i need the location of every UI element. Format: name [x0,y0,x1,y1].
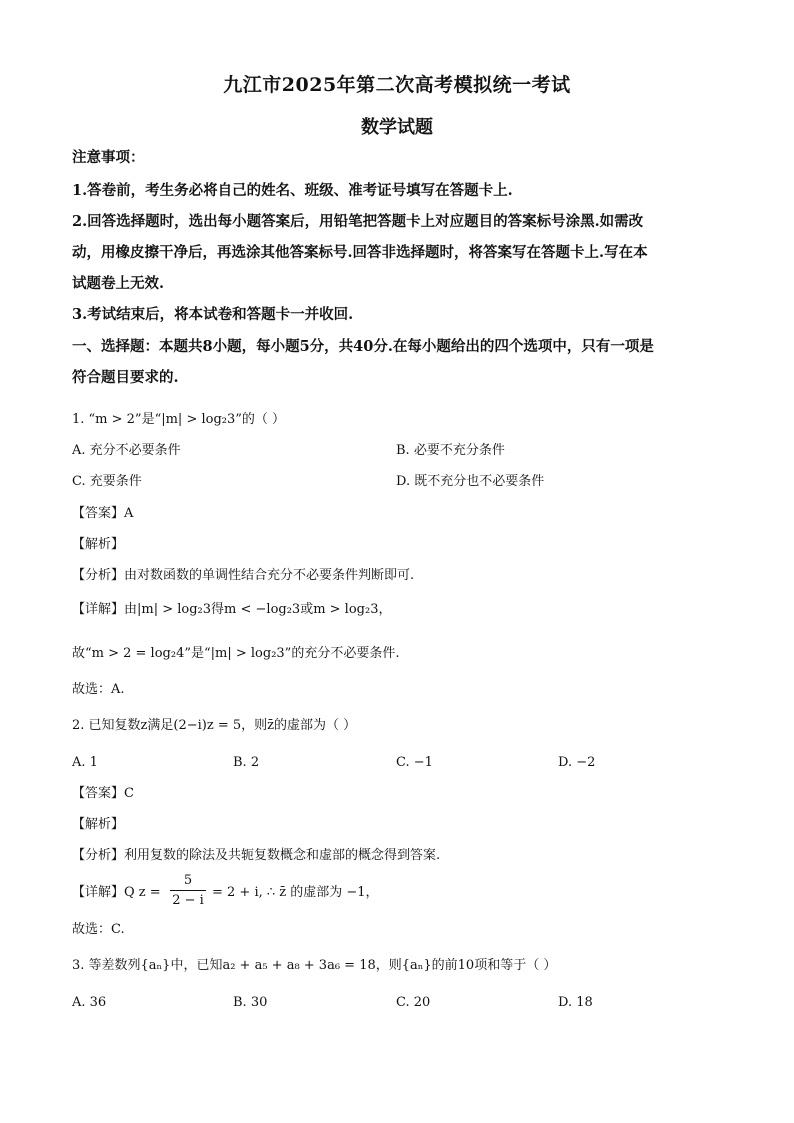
q1-option-c: C. 充要条件 [72,474,142,489]
q1-option-d: D. 既不充分也不必要条件 [396,474,545,489]
q3-option-a: A. 36 [72,995,107,1010]
q2-choose: 故选：C. [72,922,125,937]
q1-option-b: B. 必要不充分条件 [396,443,505,458]
q2-stem: 2. 已知复数z满足(2−i)z = 5，则z̄的虚部为（ ） [72,718,357,733]
section-1-line-1: 一、选择题：本题共8小题，每小题5分，共40分.在每小题给出的四个选项中，只有一项是 [72,338,654,355]
q2-option-b: B. 2 [233,755,260,770]
q1-analysis-label: 【解析】 [72,537,125,552]
q2-fraction [170,872,206,911]
q3-option-d: D. 18 [558,995,593,1010]
notice-item-2-line-3: 试题卷上无效. [72,275,165,292]
q2-option-d: D. −2 [558,755,596,770]
q2-detail-suffix: = 2 + i, ∴ z̄ 的虚部为 −1， [212,885,379,900]
q2-detail-prefix: 【详解】Q z = [72,885,161,900]
notice-item-3: 3.考试结束后，将本试卷和答题卡一并收回. [72,306,354,323]
q3-option-b: B. 30 [233,995,268,1010]
section-1-line-2: 符合题目要求的. [72,369,179,386]
notice-item-1: 1.答卷前，考生务必将自己的姓名、班级、准考证号填写在答题卡上. [72,182,513,199]
q3-option-c: C. 20 [396,995,431,1010]
q1-detail: 【详解】由|m| > log₂3得m < −log₂3或m > log₂3， [72,602,392,617]
q2-analysis-label: 【解析】 [72,817,125,832]
notice-heading: 注意事项： [72,149,145,166]
q1-option-a: A. 充分不必要条件 [72,443,181,458]
exam-subtitle: 数学试题 [361,117,433,138]
q2-fenxi: 【分析】利用复数的除法及共轭复数概念和虚部的概念得到答案. [72,848,441,863]
q1-choose: 故选：A. [72,682,125,697]
notice-item-2-line-1: 2.回答选择题时，选出每小题答案后，用铅笔把答题卡上对应题目的答案标号涂黑.如需改 [72,213,644,230]
q3-stem: 3. 等差数列{aₙ}中，已知a₂ + a₅ + a₈ + 3a₆ = 18，则{aₙ}的前10项和等于（ ） [72,958,557,973]
q2-fraction-numerator: 5 [183,873,193,888]
exam-title: 九江市2025年第二次高考模拟统一考试 [223,74,571,96]
q1-fenxi: 【分析】由对数函数的单调性结合充分不必要条件判断即可. [72,568,415,583]
q2-option-c: C. −1 [396,755,433,770]
q1-stem: 1. “m > 2”是“|m| > log₂3”的（ ） [72,412,286,427]
notice-item-2-line-2: 动，用橡皮擦干净后，再选涂其他答案标号.回答非选择题时，将答案写在答题卡上.写在本 [72,244,648,261]
q2-answer: 【答案】C [72,786,134,801]
q1-detail-2: 故“m > 2 = log₂4”是“|m| > log₂3”的充分不必要条件. [72,646,400,661]
q2-detail [72,872,732,914]
q2-fraction-denominator: 2 − i [170,890,206,911]
q2-option-a: A. 1 [72,755,98,770]
q1-answer: 【答案】A [72,506,134,521]
